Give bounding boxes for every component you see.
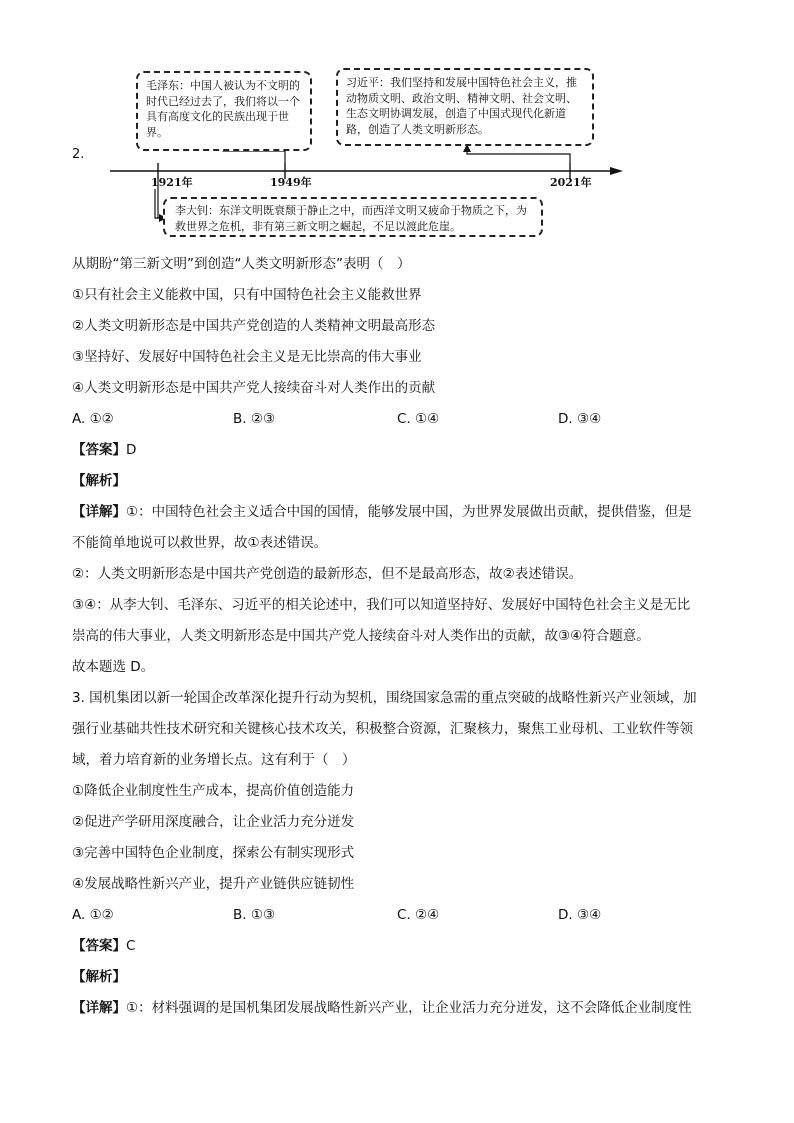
question-2-number: 2. xyxy=(72,147,85,162)
timeline-figure xyxy=(105,66,625,241)
quote-box-xi: 习近平：我们坚持和发展中国特色社会主义，推动物质文明、政治文明、精神文明、社会文明、生态文明协调发展，创造了中国式现代化新道路，创造了人类文明新形态。 xyxy=(336,68,594,146)
q2-explanation-line-6: 故本题选 D。 xyxy=(72,659,155,675)
q3-choice-b[interactable]: B. ①③ xyxy=(233,907,276,923)
question-2-stem: 从期盼“第三新文明”到创造“人类文明新形态”表明（ ） xyxy=(72,256,411,272)
q2-answer-value: D xyxy=(126,442,137,458)
q2-statement-2: ②人类文明新形态是中国共产党创造的人类精神文明最高形态 xyxy=(72,318,436,334)
year-1921: 1921年 xyxy=(151,176,193,189)
q3-detail-label: 【详解】 xyxy=(72,1000,126,1016)
q2-choice-c[interactable]: C. ①④ xyxy=(397,411,440,427)
q3-choice-a[interactable]: A. ①② xyxy=(72,907,114,923)
q3-statement-2: ②促进产学研用深度融合，让企业活力充分迸发 xyxy=(72,814,355,830)
q3-explanation-line-1: 【详解】①：材料强调的是国机集团发展战略性新兴产业，让企业活力充分迸发，这不会降低企业制度性 xyxy=(72,1000,692,1016)
timeline-arrowhead xyxy=(610,167,623,175)
q3-choice-d[interactable]: D. ③④ xyxy=(558,907,602,923)
q3-answer xyxy=(72,937,135,955)
q2-choice-a[interactable]: A. ①② xyxy=(72,411,114,427)
connector-2021 xyxy=(467,150,570,163)
q3-choice-c[interactable]: C. ②④ xyxy=(397,907,440,923)
q2-explanation-line-3: ②：人类文明新形态是中国共产党创造的最新形态，但不是最高形态，故②表述错误。 xyxy=(72,566,583,582)
quote-box-li: 李大钊：东洋文明既衰颓于静止之中，而西洋文明又疲命于物质之下，为救世界之危机，非有第三新文明之崛起，不足以渡此危崖。 xyxy=(163,197,543,237)
question-3-stem-line-1: 3. 国机集团以新一轮国企改革深化提升行动为契机，围绕国家急需的重点突破的战略性新兴产业领域，加 xyxy=(72,690,697,706)
q3-statement-4: ④发展战略性新兴产业，提升产业链供应链韧性 xyxy=(72,876,355,892)
q2-statement-3: ③坚持好、发展好中国特色社会主义是无比崇高的伟大事业 xyxy=(72,349,422,365)
q2-detail-label: 【详解】 xyxy=(72,504,126,520)
q2-explanation-line-1: 【详解】①：中国特色社会主义适合中国的国情，能够发展中国，为世界发展做出贡献，提供借鉴，但是 xyxy=(72,504,692,520)
q3-answer-value: C xyxy=(126,938,136,954)
year-1949: 1949年 xyxy=(270,176,312,189)
q2-answer xyxy=(72,441,136,459)
q3-answer-label: 【答案】 xyxy=(72,938,126,954)
q2-analysis-label: 【解析】 xyxy=(72,473,126,489)
question-3-stem-line-2: 强行业基础共性技术研究和关键核心技术攻关，积极整合资源，汇聚核力，聚焦工业母机、工业软件等领 xyxy=(72,721,693,737)
q3-statement-1: ①降低企业制度性生产成本，提高价值创造能力 xyxy=(72,783,355,799)
q2-answer-label: 【答案】 xyxy=(72,442,126,458)
year-2021: 2021年 xyxy=(550,176,592,189)
q2-statement-1: ①只有社会主义能救中国，只有中国特色社会主义能救世界 xyxy=(72,287,422,303)
q2-explanation-line-4: ③④：从李大钊、毛泽东、习近平的相关论述中，我们可以知道坚持好、发展好中国特色社会主义是无比 xyxy=(72,597,691,613)
q3-statement-3: ③完善中国特色企业制度，探索公有制实现形式 xyxy=(72,845,355,861)
quote-box-mao: 毛泽东：中国人被认为不文明的时代已经过去了，我们将以一个具有高度文化的民族出现于世界。 xyxy=(136,71,312,151)
q2-choice-d[interactable]: D. ③④ xyxy=(558,411,602,427)
q2-choice-b[interactable]: B. ②③ xyxy=(233,411,276,427)
question-3-stem-line-3: 域，着力培育新的业务增长点。这有利于（ ） xyxy=(72,752,356,768)
q2-statement-4: ④人类文明新形态是中国共产党人接续奋斗对人类作出的贡献 xyxy=(72,380,436,396)
q2-explanation-line-5: 崇高的伟大事业，人类文明新形态是中国共产党人接续奋斗对人类作出的贡献，故③④符合题意。 xyxy=(72,628,650,644)
q3-analysis-label: 【解析】 xyxy=(72,969,126,985)
q2-explanation-line-2: 不能简单地说可以救世界，故①表述错误。 xyxy=(72,535,328,551)
